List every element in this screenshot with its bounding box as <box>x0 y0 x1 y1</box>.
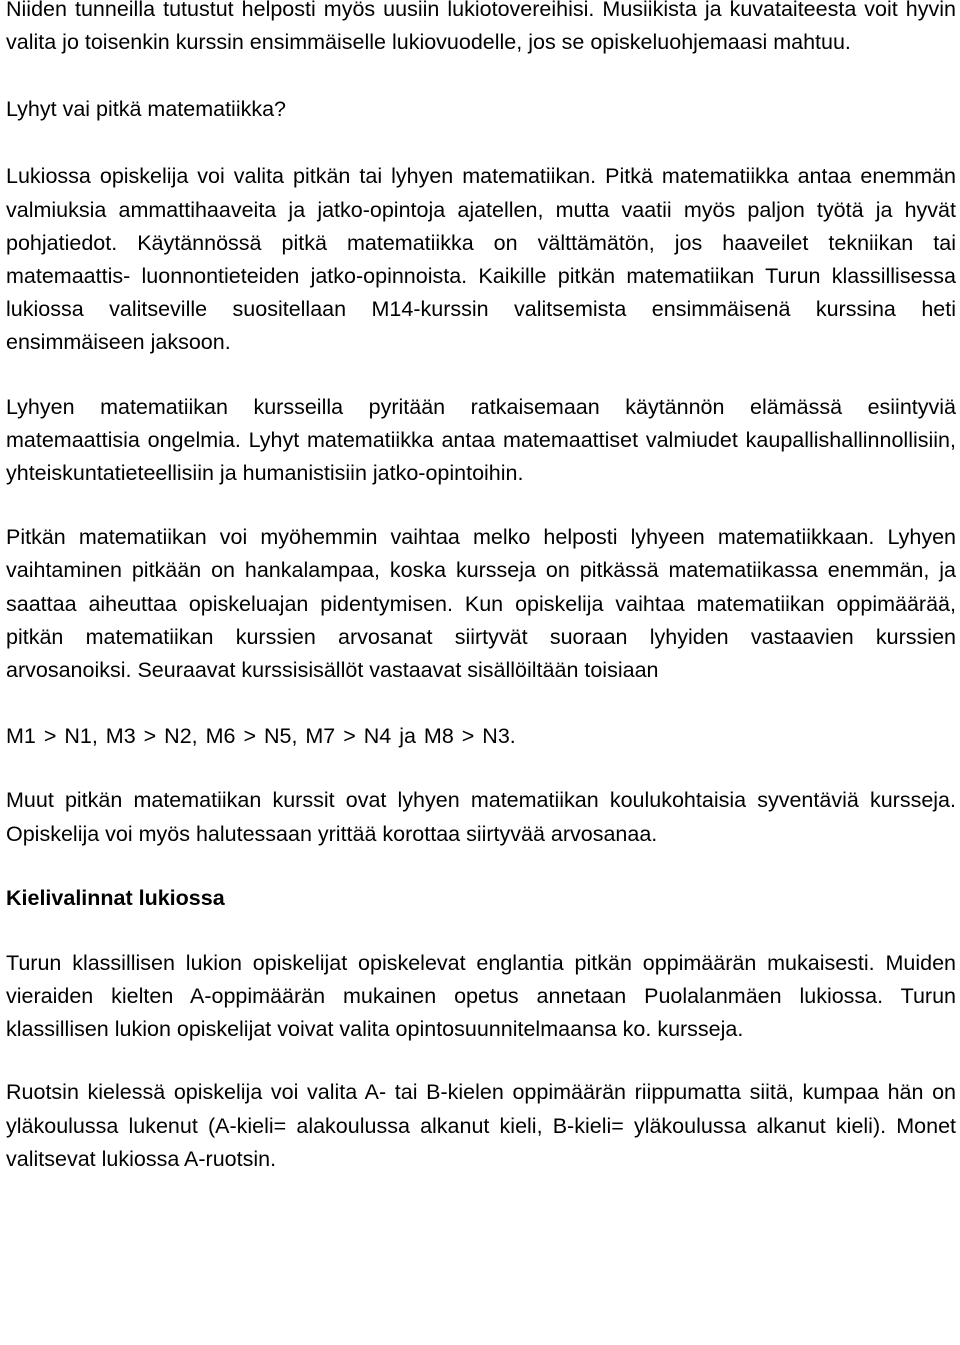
math-paragraph-3: Pitkän matematiikan voi myöhemmin vaihtaa melko helposti lyhyeen matematiikkaan. Lyhyen vaihtaminen pitkään on hankalampaa, koska kursseja on pitkässä matematiikassa enemmän, ja saattaa aiheuttaa opiskeluajan pidentymisen. Kun opiskelija vaihtaa matematiikan oppimäärää, pitkän matematiikan kurssien arvosanat siirtyvät suoraan lyhyiden vastaavien kurssien arvosanoiksi. Seuraavat kurssisisällöt vastaavat sisällöiltään toisiaan <box>6 525 956 683</box>
languages-heading: Kielivalinnat lukiossa <box>6 885 225 910</box>
course-mapping: M1 > N1, M3 > N2, M6 > N5, M7 > N4 ja M8 > N3. <box>6 724 516 749</box>
languages-paragraph-2: Ruotsin kielessä opiskelija voi valita A- tai B-kielen oppimäärän riippumatta siitä, kumpaa hän on yläkoulussa lukenut (A-kieli= alakoulussa alkanut kieli, B-kieli= yläkoulussa alkanut kieli). Monet valitsevat lukiossa A-ruotsin. <box>6 1080 956 1171</box>
document-page <box>6 0 956 1176</box>
math-paragraph-1: Lukiossa opiskelija voi valita pitkän tai lyhyen matematiikan. Pitkä matematiikka antaa enemmän valmiuksia ammattihaaveita ja jatko-opintoja ajatellen, mutta vaatii myös paljon työtä ja hyvät pohjatiedot. Käytännössä pitkä matematiikka on välttämätön, jos haaveilet tekniikan tai matemaattis- luonnontieteiden jatko-opinnoista. Kaikille pitkän matematiikan Turun klassillisessa lukiossa valitseville suositellaan M14-kurssin valitsemista ensimmäisenä kurssina heti ensimmäiseen jaksoon. <box>6 164 956 355</box>
languages-paragraph-1: Turun klassillisen lukion opiskelijat opiskelevat englantia pitkän oppimäärän mukaisesti. Muiden vieraiden kielten A-oppimäärän mukainen opetus annetaan Puolalanmäen lukiossa. Turun klassillisen lukion opiskelijat voivat valita opintosuunnitelmaansa ko. kursseja. <box>6 950 956 1042</box>
math-heading: Lyhyt vai pitkä matematiikka? <box>6 97 287 122</box>
math-paragraph-4: Muut pitkän matematiikan kurssit ovat lyhyen matematiikan koulukohtaisia syventäviä kursseja. Opiskelija voi myös halutessaan yrittää korottaa siirtyvää arvosanaa. <box>6 788 956 846</box>
math-paragraph-2: Lyhyen matematiikan kursseilla pyritään ratkaisemaan käytännön elämässä esiintyviä matemaattisia ongelmia. Lyhyt matematiikka antaa matemaattiset valmiudet kaupallishallinnollisiin, yhteiskuntatieteellisiin ja humanistisiin jatko-opintoihin. <box>6 394 956 486</box>
intro-paragraph: Niiden tunneilla tutustut helposti myös uusiin lukiotovereihisi. Musiikista ja kuvataiteesta voit hyvin valita jo toisenkin kurssin ensimmäiselle lukiovuodelle, jos se opiskeluohjemaasi mahtuu. <box>6 0 956 55</box>
